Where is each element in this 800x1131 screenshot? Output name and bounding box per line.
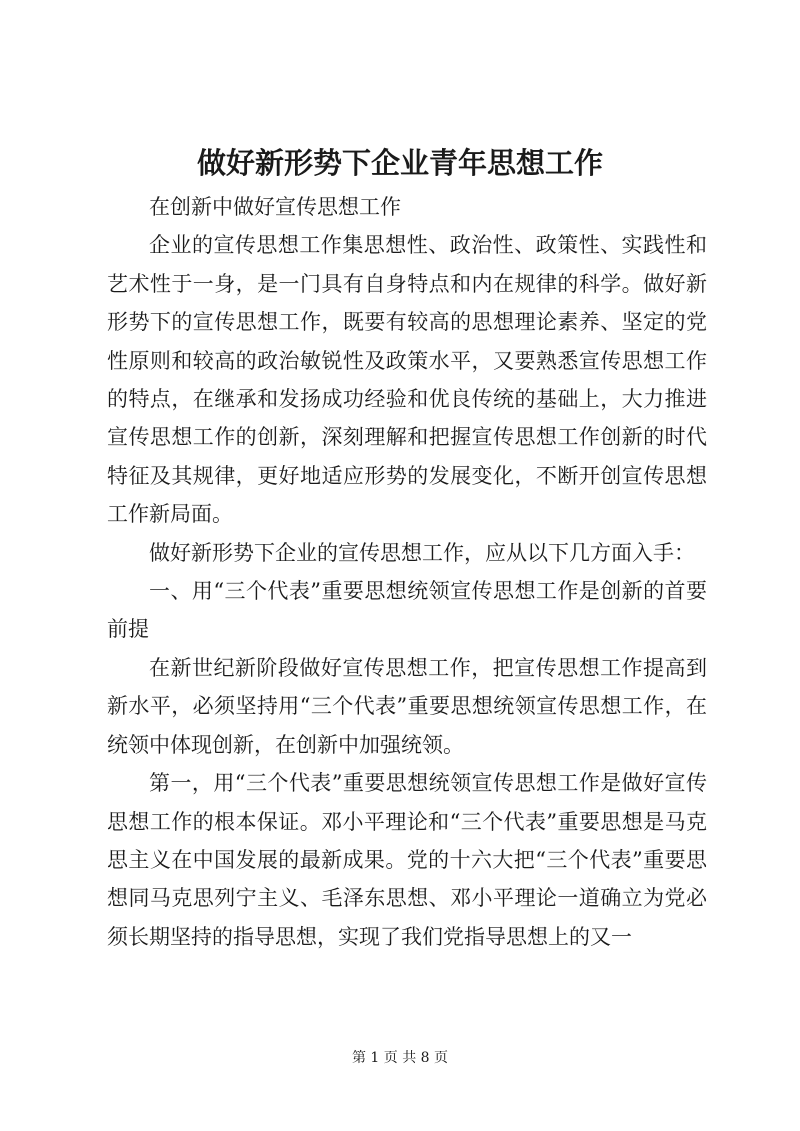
- section-heading-1: 一、用“三个代表”重要思想统领宣传思想工作是创新的首要前提: [107, 579, 707, 642]
- document-title: 做好新形势下企业青年思想工作: [196, 146, 603, 180]
- first-point-paragraph: 第一，用“三个代表”重要思想统领宣传思想工作是做好宣传思想工作的根本保证。邓小平理论和“三个代表”重要思想是马克思主义在中国发展的最新成果。党的十六大把“三个代表”重要思想同马克思列宁主义、毛泽东思想、邓小平理论一道确立为党必须长期坚持的指导思想，实现了我们党指导思想上的又一: [107, 771, 707, 949]
- intro-paragraph: 企业的宣传思想工作集思想性、政治性、政策性、实践性和艺术性于一身，是一门具有自身特点和内在规律的科学。做好新形势下的宣传思想工作，既要有较高的思想理论素养、坚定的党性原则和较高的政治敏锐性及政策水平，又要熟悉宣传思想工作的特点，在继承和发扬成功经验和优良传统的基础上，大力推进宣传思想工作的创新，深刻理解和把握宣传思想工作创新的时代特征及其规律，更好地适应形势的发展变化，不断开创宣传思想工作新局面。: [107, 233, 707, 527]
- section-1-paragraph: 在新世纪新阶段做好宣传思想工作，把宣传思想工作提高到新水平，必须坚持用“三个代表”重要思想统领宣传思想工作，在统领中体现创新，在创新中加强统领。: [107, 655, 707, 757]
- subtitle-paragraph: 在创新中做好宣传思想工作: [149, 195, 401, 219]
- approach-paragraph: 做好新形势下企业的宣传思想工作，应从以下几方面入手：: [149, 540, 695, 565]
- document-body: [107, 188, 707, 956]
- page-footer: 第 1 页 共 8 页: [351, 1050, 449, 1066]
